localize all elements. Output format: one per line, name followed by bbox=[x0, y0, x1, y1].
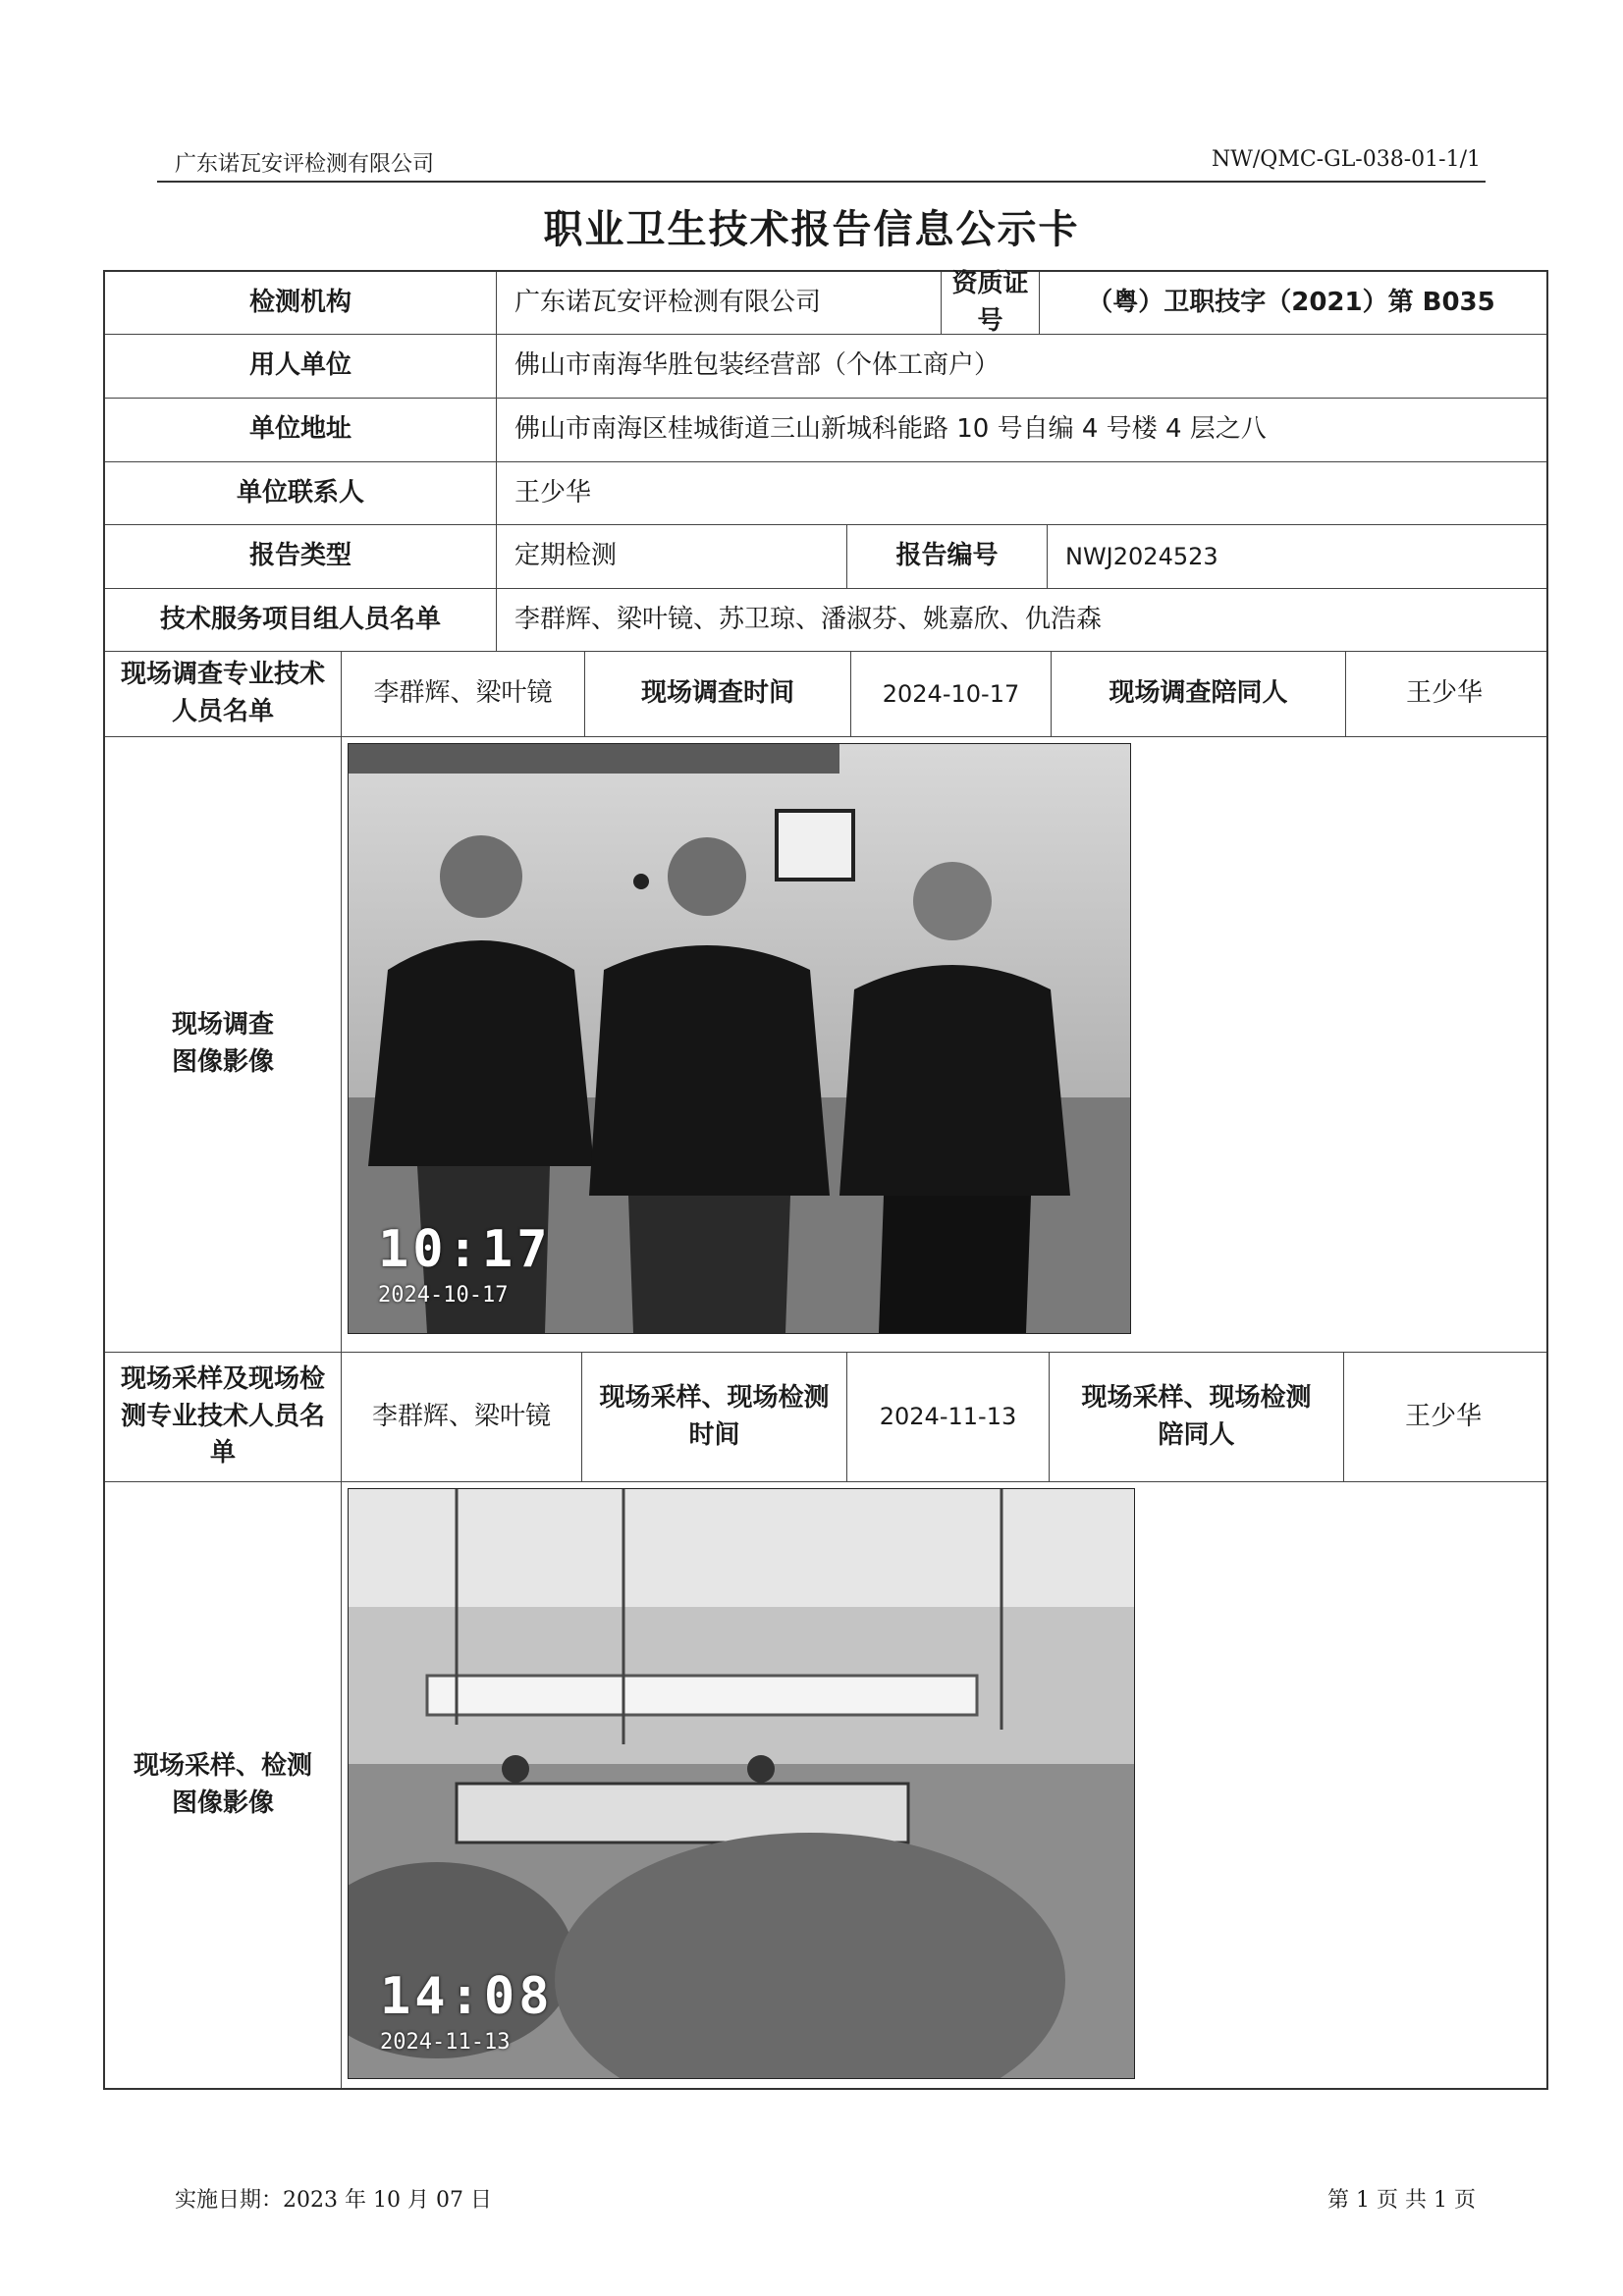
address-value: 佛山市南海区桂城街道三山新城科能路 10 号自编 4 号楼 4 层之八 bbox=[496, 399, 1542, 461]
cert-value: （粤）卫职技字（2021）第 B035 bbox=[1039, 272, 1542, 334]
header-rule bbox=[157, 181, 1486, 183]
sampling-staff-label: 现场采样及现场检测专业技术人员名单 bbox=[120, 1363, 325, 1468]
info-card-table bbox=[103, 270, 1548, 2090]
sampling-escort-label: 现场采样、现场检测陪同人 bbox=[1049, 1353, 1343, 1481]
survey-photo-cell bbox=[341, 737, 1542, 1352]
report-no-value: NWJ2024523 bbox=[1047, 525, 1542, 588]
board-icon bbox=[349, 744, 839, 774]
row-address bbox=[105, 398, 1546, 461]
survey-photo-label: 现场调查 图像影像 bbox=[171, 1010, 274, 1077]
footer-effective-date: 实施日期：2023 年 10 月 07 日 bbox=[175, 2188, 492, 2213]
sampling-photo-time-stamp: 14:08 bbox=[380, 1967, 554, 2026]
sampling-escort-value: 王少华 bbox=[1343, 1353, 1542, 1481]
worker-icon bbox=[502, 1755, 529, 1783]
report-type-label: 报告类型 bbox=[248, 541, 352, 571]
row-survey-photo bbox=[105, 736, 1546, 1352]
notice-frame-icon bbox=[777, 811, 853, 880]
report-no-label: 报告编号 bbox=[846, 525, 1047, 588]
report-type-value: 定期检测 bbox=[496, 525, 846, 588]
institution-value: 广东诺瓦安评检测有限公司 bbox=[496, 272, 941, 334]
footer-page-info: 第 1 页 共 1 页 bbox=[1327, 2188, 1476, 2213]
survey-staff-value: 李群辉、梁叶镜 bbox=[341, 652, 584, 736]
header-doc-code: NW/QMC-GL-038-01-1/1 bbox=[1212, 147, 1481, 172]
sampling-photo-label: 现场采样、检测 图像影像 bbox=[133, 1750, 312, 1818]
survey-time-value: 2024-10-17 bbox=[850, 652, 1051, 736]
page-title: 职业卫生技术报告信息公示卡 bbox=[543, 207, 1080, 252]
ceiling-icon bbox=[349, 1489, 1134, 1607]
survey-photo bbox=[348, 743, 1131, 1334]
address-label: 单位地址 bbox=[248, 414, 352, 445]
row-sampling bbox=[105, 1352, 1546, 1481]
sampling-photo-cell bbox=[341, 1482, 1542, 2088]
row-survey bbox=[105, 651, 1546, 736]
sampling-photo bbox=[348, 1488, 1135, 2079]
institution-label: 检测机构 bbox=[248, 287, 352, 317]
contact-label: 单位联系人 bbox=[236, 477, 364, 507]
survey-staff-label: 现场调查专业技术人员名单 bbox=[120, 660, 325, 726]
sampling-time-value: 2024-11-13 bbox=[846, 1353, 1049, 1481]
row-employer bbox=[105, 334, 1546, 398]
wall-clock-icon bbox=[633, 874, 649, 889]
survey-photo-date-stamp: 2024-10-17 bbox=[378, 1283, 509, 1308]
row-team bbox=[105, 588, 1546, 651]
sampling-staff-value: 李群辉、梁叶镜 bbox=[341, 1353, 581, 1481]
team-value: 李群辉、梁叶镜、苏卫琼、潘淑芬、姚嘉欣、仇浩森 bbox=[496, 589, 1542, 651]
survey-time-label: 现场调查时间 bbox=[584, 652, 850, 736]
employer-label: 用人单位 bbox=[248, 350, 352, 381]
cert-label: 资质证号 bbox=[941, 272, 1039, 334]
survey-escort-value: 王少华 bbox=[1345, 652, 1542, 736]
employer-value: 佛山市南海华胜包装经营部（个体工商户） bbox=[496, 335, 1542, 398]
row-contact bbox=[105, 461, 1546, 524]
survey-escort-label: 现场调查陪同人 bbox=[1051, 652, 1345, 736]
sampling-time-label: 现场采样、现场检测时间 bbox=[581, 1353, 846, 1481]
team-label: 技术服务项目组人员名单 bbox=[159, 604, 441, 634]
worker-icon bbox=[747, 1755, 775, 1783]
survey-photo-time-stamp: 10:17 bbox=[378, 1220, 552, 1279]
row-sampling-photo bbox=[105, 1481, 1546, 2088]
contact-value: 王少华 bbox=[496, 462, 1542, 524]
machine-icon bbox=[457, 1784, 908, 1842]
row-institution bbox=[105, 268, 1546, 336]
row-report bbox=[105, 524, 1546, 588]
header-company: 广东诺瓦安评检测有限公司 bbox=[175, 152, 435, 177]
window-row-icon bbox=[427, 1676, 977, 1715]
sampling-photo-date-stamp: 2024-11-13 bbox=[380, 2030, 511, 2055]
